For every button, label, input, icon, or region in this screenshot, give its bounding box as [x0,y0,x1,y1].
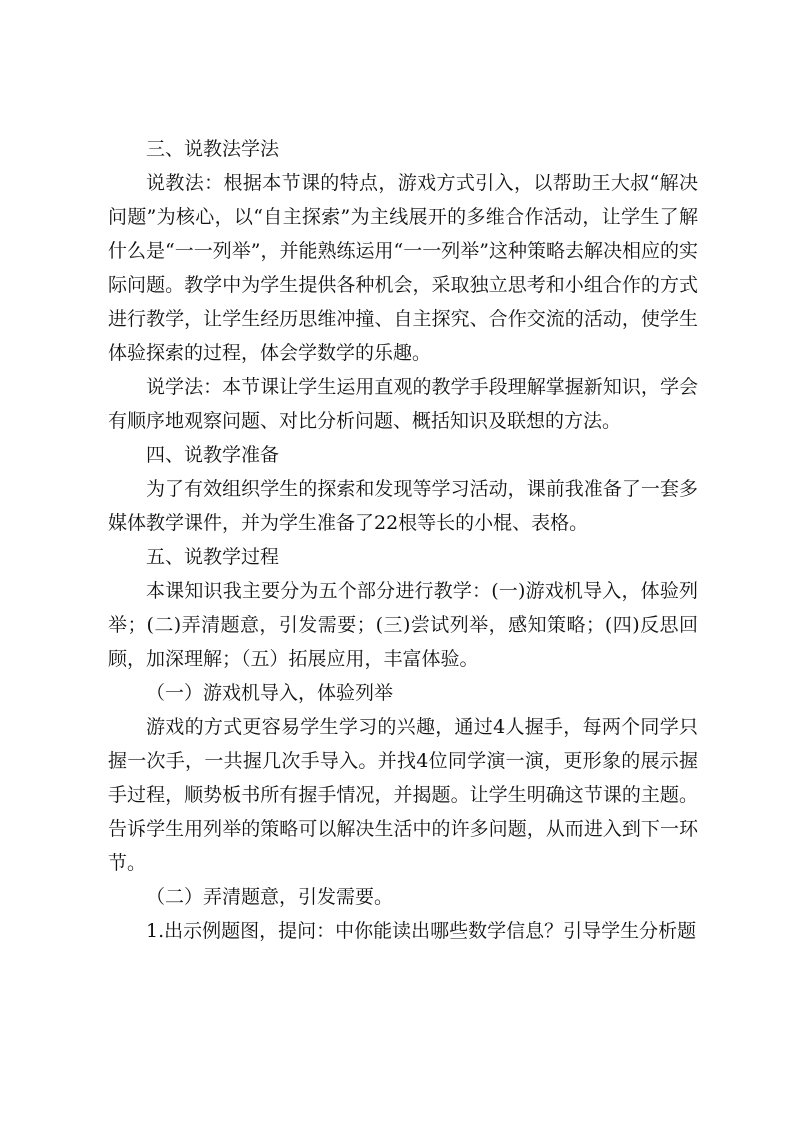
subheading-clarify-problem: （二）弄清题意，引发需要。 [146,886,394,908]
section-heading-teaching-preparation: 四、说教学准备 [146,444,280,466]
paragraph-learning-method: 说学法：本节课让学生运用直观的教学手段理解掌握新知识，学会有顺序地观察问题、对比分析问题、概括知识及联想的方法。 [108,376,698,432]
section-heading-teaching-process: 五、说教学过程 [146,546,280,568]
paragraph-preparation: 为了有效组织学生的探索和发现等学习活动，课前我准备了一套多媒体教学课件，并为学生准备了22根等长的小棍、表格。 [108,478,698,534]
paragraph-game-intro: 游戏的方式更容易学生学习的兴趣，通过4人握手，每两个同学只握一次手，一共握几次手导入。并找4位同学演一演，更形象的展示握手过程，顺势板书所有握手情况，并揭题。让学生明确这节课的主题。告诉学生用列举的策略可以解决生活中的许多问题，从而进入到下一环节。 [108,716,698,874]
paragraph-process-overview: 本课知识我主要分为五个部分进行教学：(一)游戏机导入，体验列举；(二)弄清题意，引发需要；(三)尝试列举，感知策略；(四)反思回顾，加深理解；（五）拓展应用，丰富体验。 [108,580,698,670]
paragraph-example-problem: 1.出示例题图，提问：中你能读出哪些数学信息？引导学生分析题 [146,920,697,942]
document-body [108,132,698,948]
paragraph-teaching-method: 说教法：根据本节课的特点，游戏方式引入，以帮助王大叔“解决问题”为核心，以“自主探索”为主线展开的多维合作活动，让学生了解什么是“一一列举”，并能熟练运用“一一列举”这种策略去解决相应的实际问题。教学中为学生提供各种机会，采取独立思考和小组合作的方式进行教学，让学生经历思维冲撞、自主探究、合作交流的活动，使学生体验探索的过程，体会学数学的乐趣。 [108,172,698,364]
subheading-game-intro: （一）游戏机导入，体验列举 [146,682,394,704]
section-heading-teaching-methods: 三、说教法学法 [146,138,280,160]
